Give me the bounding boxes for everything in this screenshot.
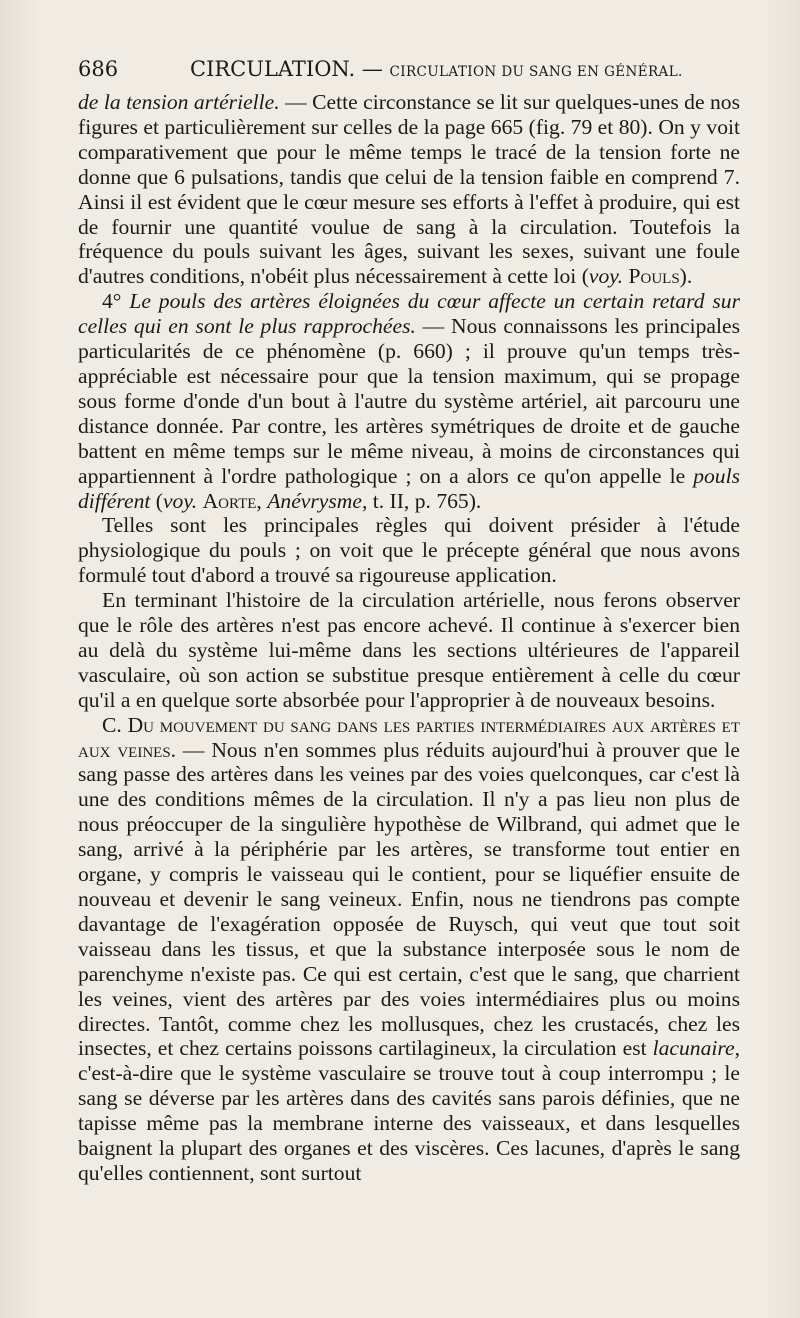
paragraph-terminant: En terminant l'histoire de la circulation artérielle, nous ferons observer que le rôle des artères n'est pas encore achevé. Il continue à s'exercer bien au delà du système lui-même dans les sections ultérieures de l'appareil vasculaire, où son action se substitue presque entièrement à celle du cœur qu'il a en quelque sorte absorbée pour l'approprier à de nouveaux besoins. bbox=[78, 588, 740, 712]
running-header bbox=[78, 52, 738, 86]
paragraph-end: ). bbox=[679, 264, 693, 289]
voy-abbrev: voy. bbox=[162, 488, 198, 513]
section-title: CIRCULATION DU SANG EN GÉNÉRAL. bbox=[389, 64, 683, 80]
term-lacunaire: lacunaire bbox=[652, 1036, 735, 1061]
body-text bbox=[78, 90, 740, 1186]
paragraph-text: — Nous connaissons les principales particularités de ce phénomène (p. 660) ; il prouve qu'un temps très-appréciable est nécessaire pour que la tension maximum, qui se propage sous forme d'onde d'un bout à l'autre du système artériel, ait parcouru une distance donnée. Par contre, les artères symétriques de droite et de gauche battent en même temps sur le même niveau, à moins de circonstances qui appartiennent à l'ordre pathologique ; on a alors ce qu'on appelle le bbox=[78, 314, 740, 488]
item-heading: Le pouls des artères éloignées du cœur affecte un certain retard sur celles qui en sont le plus rapprochées. bbox=[78, 289, 740, 339]
paragraph-retard bbox=[78, 289, 740, 513]
paragraph-tension bbox=[78, 90, 740, 289]
cross-ref-anevrysme: Anévrysme bbox=[267, 488, 362, 513]
comma: , bbox=[256, 488, 268, 513]
paragraph-text: — Nous n'en sommes plus réduits aujourd'hui à prouver que le sang passe des artères dans les veines par des voies quelconques, car c'est là une des conditions mêmes de la circulation. Il n'y a pas lieu non plus de nous préoccuper de la singulière hypothèse de Wilbrand, qui admet que le sang, arrivé à la périphérie par les artères, se transforme tout entier en organe, y compris le vaisseau qui le contient, pour se liquéfier ensuite de nouveau et devenir le sang veineux. Enfin, nous ne tiendrons pas compte davantage de l'exagération opposée de Ruysch, qui veut que tout soit vaisseau dans les tissus, et que la substance interposée sous le nom de parenchyme n'existe pas. Ce qui est certain, c'est que le sang, que charrient les veines, vient des artères par des voies intermédiaires plus ou moins directes. Tantôt, comme chez les mollusques, chez les crustacés, chez les insectes, et chez certains poissons cartilagineux, la circulation est bbox=[78, 737, 740, 1061]
paragraph-text-continued: , c'est-à-dire que le système vasculaire se trouve tout à coup interrompu ; le sang se déverse par les artères dans des cavités sans parois définies, que ne tapisse même pas la membrane interne des vaisseaux, et dans lesquelles baignent la plupart des organes et des viscères. Ces lacunes, d'après le sang qu'elles contiennent, sont surtout bbox=[78, 1036, 740, 1185]
running-title bbox=[190, 52, 683, 89]
cross-ref-pouls: Pouls bbox=[628, 264, 680, 289]
chapter-title: CIRCULATION. bbox=[190, 57, 356, 81]
section-heading: Du mouvement du sang dans les parties intermédiaires aux artères et aux veines. bbox=[78, 712, 740, 762]
section-c-paragraph bbox=[78, 713, 740, 1186]
paragraph-regles: Telles sont les principales règles qui doivent présider à l'étude physiologique du pouls ; on voit que le précepte général que nous avons formulé tout d'abord a trouvé sa rigoureuse application. bbox=[78, 513, 740, 588]
voy-abbrev: voy. bbox=[588, 264, 624, 289]
page-number: 686 bbox=[78, 57, 119, 81]
cross-ref-aorte: Aorte bbox=[202, 488, 257, 513]
lead-italic: de la tension artérielle. bbox=[78, 90, 280, 114]
term-pouls-different: pouls différent bbox=[78, 463, 740, 513]
paragraph-text: — Cette circonstance se lit sur quelques-unes de nos figures et particulièrement sur celles de la page 665 (fig. 79 et 80). On y voit comparativement que pour le même temps le tracé de la tension forte ne donne que 6 pulsations, tandis que celui de la tension faible en comprend 7. Ainsi il est évident que le cœur mesure ses efforts à l'effet à produire, qui est de fournir une quantité voulue de sang à la circulation. Toutefois la fréquence du pouls suivant les âges, suivant les sexes, suivant une foule d'autres conditions, n'obéit plus nécessairement à cette loi ( bbox=[78, 90, 740, 289]
header-dash: — bbox=[361, 57, 383, 81]
paragraph-end: , t. II, p. 765). bbox=[361, 488, 482, 513]
item-number: 4° bbox=[102, 289, 122, 314]
paren-open: ( bbox=[150, 488, 163, 513]
section-letter: C. bbox=[102, 712, 122, 737]
